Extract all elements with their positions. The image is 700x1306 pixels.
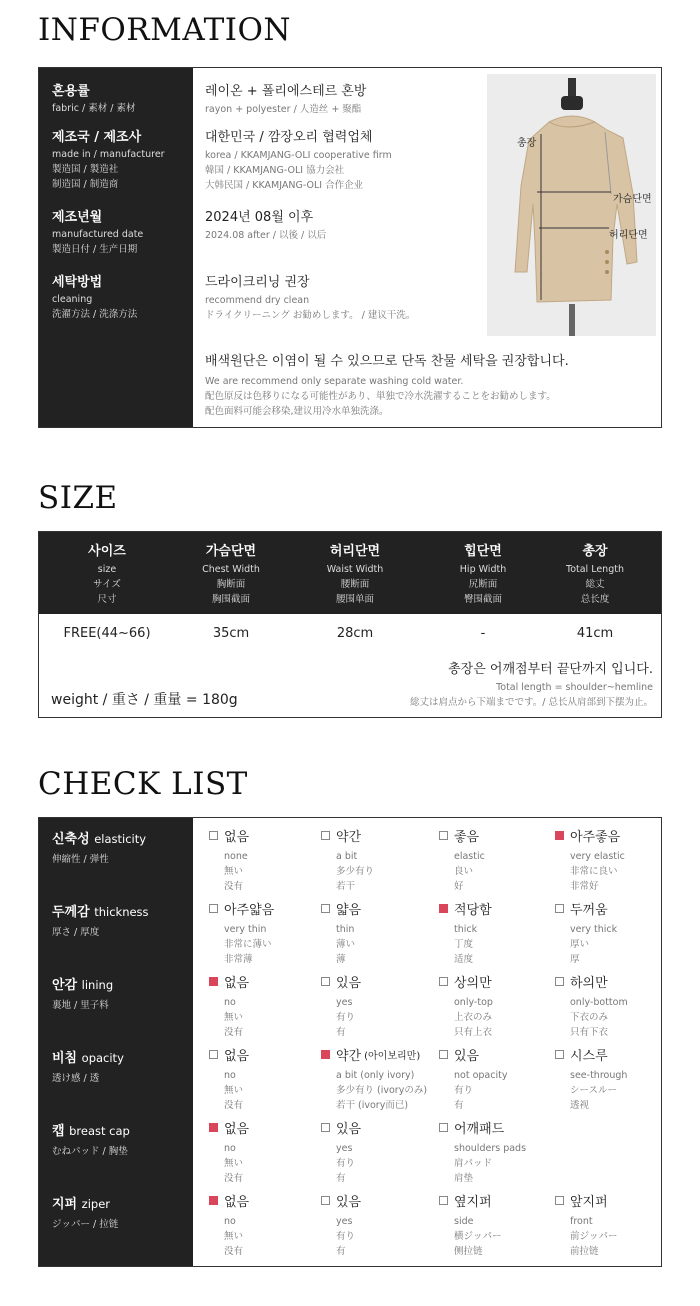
hip-column-header: 힙단면 Hip Width 尻断面 臀围截面 — [459, 544, 507, 605]
checkbox-unchecked — [555, 1196, 564, 1205]
cleaning-value: 드라이크리닝 권장 recommend dry clean ドライクリーニング お勧めします。 / 建议干洗。 — [205, 275, 416, 321]
checkbox-unchecked — [209, 904, 218, 913]
chest-value: 35cm — [212, 626, 250, 641]
checkbox-checked — [555, 831, 564, 840]
diagram-label-total: 총장 — [517, 138, 537, 149]
length-note: 총장은 어깨점부터 끝단까지 입니다. Total length = shoulder~hemline 総丈は肩点から下端までです。/ 总长从肩部到下摆为止。 — [410, 662, 653, 708]
length-value: 41cm — [576, 626, 614, 641]
checkbox-unchecked — [321, 904, 330, 913]
checklist-option: 있음 yes 有り 有 — [321, 1191, 361, 1259]
checkbox-unchecked — [439, 1050, 448, 1059]
checkbox-checked — [321, 1050, 330, 1059]
checklist-row-label: 두께감 thickness 厚さ / 厚度 — [52, 905, 149, 938]
date-label: 제조년월 manufactured date 製造日付 / 生产日期 — [52, 210, 144, 255]
checkbox-checked — [209, 977, 218, 986]
product-photo — [487, 74, 656, 336]
checklist-row-label: 캡 breast cap むねパッド / 胸垫 — [52, 1124, 130, 1157]
checkbox-unchecked — [439, 831, 448, 840]
information-title: INFORMATION — [38, 12, 292, 48]
diagram-label-chest: 가슴단면 — [613, 194, 652, 205]
size-column-header: 사이즈 size サイズ 尺寸 — [88, 544, 126, 605]
origin-value: 대한민국 / 깜장오리 협력업체 korea / KKAMJANG-OLI cooperative firm 韓国 / KKAMJANG-OLI 協力会社 大韩民国 / KKAMJANG-OLI 合作企业 — [205, 130, 392, 191]
cleaning-label: 세탁방법 cleaning 洗濯方法 / 洗涤方法 — [52, 275, 138, 320]
size-table — [38, 531, 662, 718]
checklist-option: 적당함 thick 丁度 适度 — [439, 899, 492, 967]
checklist-option: 없음 no 無い 没有 — [209, 972, 249, 1040]
checklist-row-label: 비침 opacity 透け感 / 透 — [52, 1051, 124, 1084]
checklist-option: 있음 yes 有り 有 — [321, 972, 361, 1040]
checklist-table — [38, 817, 662, 1267]
checklist-option: 두꺼움 very thick 厚い 厚 — [555, 899, 617, 967]
diagram-label-waist: 허리단면 — [609, 230, 648, 241]
checklist-option: 약간 (아이보리만) a bit (only ivory) 多少有り (ivoryのみ) 若干 (ivory而已) — [321, 1045, 427, 1113]
fabric-label: 혼용률 fabric / 素材 / 素材 — [52, 84, 136, 114]
checklist-option: 없음 no 無い 没有 — [209, 1191, 249, 1259]
checkbox-unchecked — [321, 1123, 330, 1132]
washing-note: 배색원단은 이염이 될 수 있으므로 단독 찬물 세탁을 권장합니다. We are recommend only separate washing cold water. 配色原反は色移りになる可能性があり、単独で冷水洗濯することをお勧めします。 配色面料可能会移染,建议用冷水单独洗涤。 — [205, 354, 569, 417]
checkbox-unchecked — [439, 1196, 448, 1205]
checklist-option: 좋음 elastic 良い 好 — [439, 826, 485, 894]
checklist-option: 아주얇음 very thin 非常に薄い 非常薄 — [209, 899, 274, 967]
checkbox-unchecked — [209, 1050, 218, 1059]
checklist-option: 없음 no 無い 没有 — [209, 1118, 249, 1186]
origin-label: 제조국 / 제조사 made in / manufacturer 製造国 / 製造社 制造国 / 制造商 — [52, 130, 165, 190]
checkbox-unchecked — [439, 1123, 448, 1132]
checklist-row-label: 안감 lining 裏地 / 里子料 — [52, 978, 114, 1011]
size-title: SIZE — [38, 480, 118, 516]
information-table — [38, 67, 662, 428]
fabric-value: 레이온 + 폴리에스테르 혼방 rayon + polyester / 人造丝 + 聚酯 — [205, 84, 367, 115]
checklist-title: CHECK LIST — [38, 766, 248, 802]
checklist-option: 상의만 only-top 上衣のみ 只有上衣 — [439, 972, 493, 1040]
checklist-row-label: 지퍼 ziper ジッパー / 拉链 — [52, 1197, 119, 1230]
checkbox-unchecked — [321, 1196, 330, 1205]
checklist-option: 하의만 only-bottom 下衣のみ 只有下衣 — [555, 972, 628, 1040]
checkbox-checked — [209, 1196, 218, 1205]
checklist-option: 있음 not opacity 有り 有 — [439, 1045, 507, 1113]
waist-value: 28cm — [336, 626, 374, 641]
garment-diagram — [487, 74, 656, 336]
checklist-option: 없음 no 無い 没有 — [209, 1045, 249, 1113]
date-value: 2024년 08월 이후 2024.08 after / 以後 / 以后 — [205, 210, 327, 241]
checkbox-unchecked — [555, 977, 564, 986]
checklist-option: 약간 a bit 多少有り 若干 — [321, 826, 374, 894]
checkbox-checked — [439, 904, 448, 913]
checkbox-unchecked — [555, 904, 564, 913]
checklist-option: 얇음 thin 薄い 薄 — [321, 899, 361, 967]
waist-column-header: 허리단면 Waist Width 腰断面 腰围单面 — [326, 544, 384, 605]
checklist-option: 앞지퍼 front 前ジッパー 前拉链 — [555, 1191, 618, 1259]
checkbox-unchecked — [321, 977, 330, 986]
checkbox-unchecked — [555, 1050, 564, 1059]
checklist-option: 없음 none 無い 没有 — [209, 826, 249, 894]
checklist-option: 어깨패드 shoulders pads 肩パッド 肩垫 — [439, 1118, 526, 1186]
checklist-option: 아주좋음 very elastic 非常に良い 非常好 — [555, 826, 625, 894]
checkbox-unchecked — [439, 977, 448, 986]
checkbox-checked — [209, 1123, 218, 1132]
checkbox-unchecked — [321, 831, 330, 840]
size-value: FREE(44~66) — [63, 626, 151, 641]
chest-column-header: 가슴단면 Chest Width 胸断面 胸围截面 — [202, 544, 260, 605]
checklist-option: 옆지퍼 side 横ジッパー 侧拉链 — [439, 1191, 502, 1259]
checklist-row-label: 신축성 elasticity 伸縮性 / 弹性 — [52, 832, 147, 865]
weight-text: weight / 重さ / 重量 = 180g — [51, 692, 238, 708]
checklist-option: 시스루 see-through シースルー 透视 — [555, 1045, 627, 1113]
length-column-header: 총장 Total Length 総丈 总长度 — [566, 544, 624, 605]
checkbox-unchecked — [209, 831, 218, 840]
checklist-option: 있음 yes 有り 有 — [321, 1118, 361, 1186]
hip-value: - — [480, 626, 486, 641]
